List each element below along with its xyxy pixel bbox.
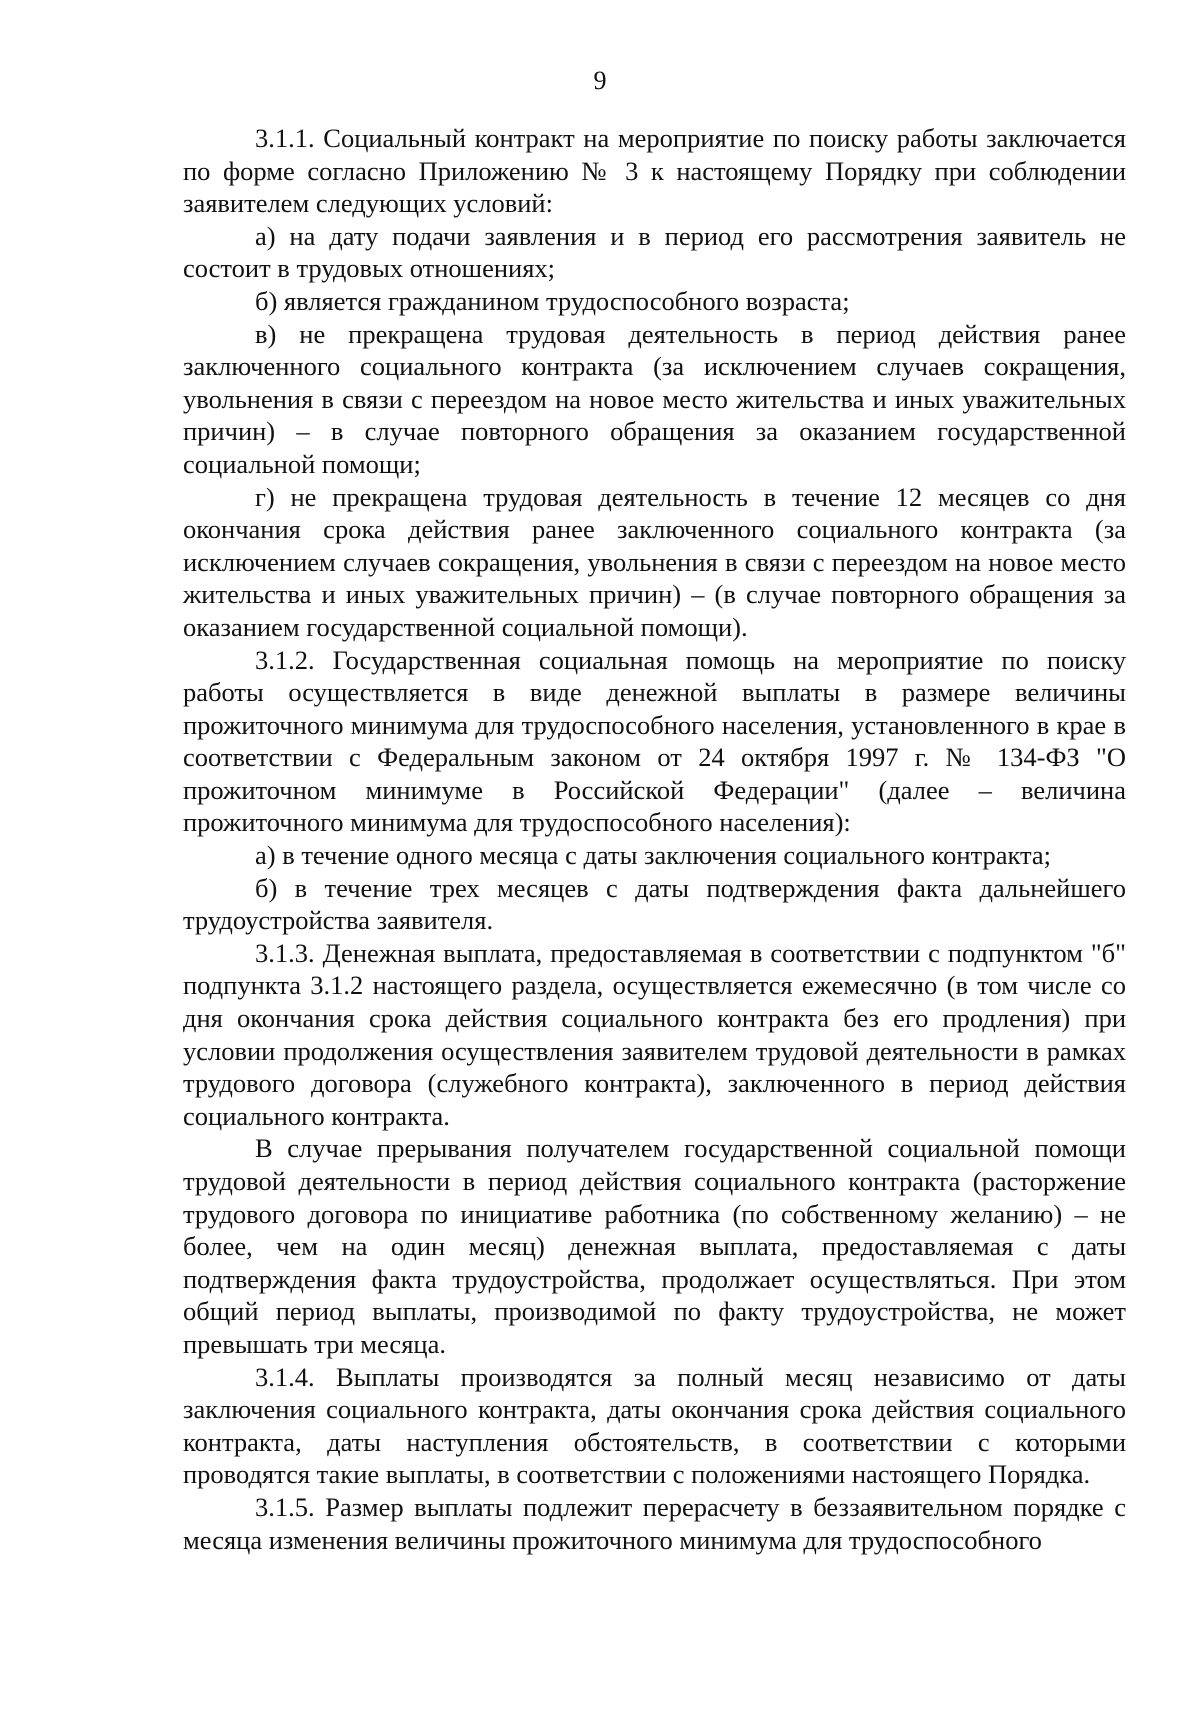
condition-a: а) на дату подачи заявления и в период его рассмотрения заявитель не состоит в трудовых отношениях; [183,220,1126,284]
document-body [183,122,1126,1556]
paragraph-interruption: В случае прерывания получателем государственной социальной помощи трудовой деятельности в период действия социального контракта (расторжение трудового договора по инициативе работника (по собственному желанию) – не более, чем на один месяц) денежная выплата, предоставляемая с даты подтверждения факта трудоустройства, продолжает осуществляться. При этом общий период выплаты, производимой по факту трудоустройства, не может превышать три месяца. [183,1133,1126,1359]
paragraph-3-1-5: 3.1.5. Размер выплаты подлежит перерасчету в беззаявительном порядке с месяца изменения величины прожиточного минимума для трудоспособного [183,1491,1126,1555]
paragraph-3-1-1: 3.1.1. Социальный контракт на мероприятие по поиску работы заключается по форме согласно Приложению № 3 к настоящему Порядку при соблюдении заявителем следующих условий: [183,123,1126,219]
paragraph-3-1-2: 3.1.2. Государственная социальная помощь на мероприятие по поиску работы осуществляется в виде денежной выплаты в размере величины прожиточного минимума для трудоспособного населения, установленного в крае в соответствии с Федеральным законом от 24 октября 1997 г. № 134-ФЗ "О прожиточном минимуме в Российской Федерации" (далее – величина прожиточного минимума для трудоспособного населения): [183,644,1126,838]
page-number: 9 [593,66,607,95]
condition-b: б) является гражданином трудоспособного возраста; [255,285,850,316]
payment-term-a: а) в течение одного месяца с даты заключения социального контракта; [255,840,1052,871]
condition-v: в) не прекращена трудовая деятельность в период действия ранее заключенного социального контракта (за исключением случаев сокращения, увольнения в связи с переездом на новое место жительства и иных уважительных причин) – в случае повторного обращения за оказанием государственной социальной помощи; [183,318,1126,479]
payment-term-b: б) в течение трех месяцев с даты подтверждения факта дальнейшего трудоустройства заявителя. [183,872,1126,936]
paragraph-3-1-4: 3.1.4. Выплаты производятся за полный месяц независимо от даты заключения социального контракта, даты окончания срока действия социального контракта, даты наступления обстоятельств, в соответствии с которыми проводятся такие выплаты, в соответствии с положениями настоящего Порядка. [183,1361,1126,1490]
condition-g: г) не прекращена трудовая деятельность в течение 12 месяцев со дня окончания срока действия ранее заключенного социального контракта (за исключением случаев сокращения, увольнения в связи с переездом на новое место жительства и иных уважительных причин) – (в случае повторного обращения за оказанием государственной социальной помощи). [183,481,1126,642]
paragraph-3-1-3: 3.1.3. Денежная выплата, предоставляемая в соответствии с подпунктом "б" подпункта 3.1.2 настоящего раздела, осуществляется ежемесячно (в том числе со дня окончания срока действия социального контракта без его продления) при условии продолжения осуществления заявителем трудовой деятельности в рамках трудового договора (служебного контракта), заключенного в период действия социального контракта. [183,937,1126,1131]
